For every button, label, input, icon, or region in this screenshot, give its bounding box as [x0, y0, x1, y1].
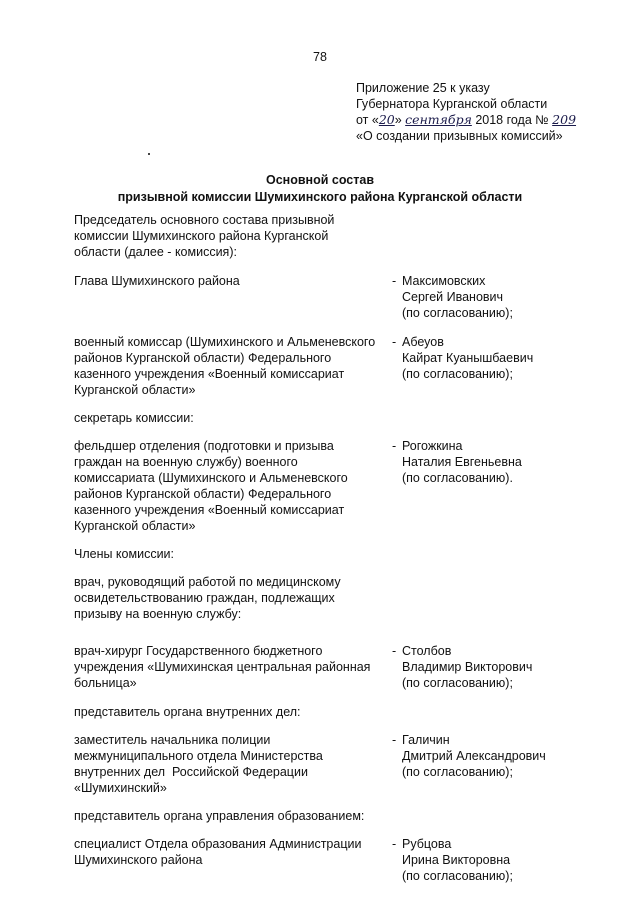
title-line-1: Основной состав — [265, 173, 375, 187]
position-line: комиссариата (Шумихинского и Альменевского — [74, 471, 348, 485]
member-position — [74, 334, 392, 398]
members-heading: Члены комиссии: — [74, 547, 175, 561]
education-heading: представитель органа управления образованием: — [74, 809, 365, 823]
name-line: Ирина Викторовна — [402, 853, 511, 867]
appendix-line-2: Губернатора Курганской области — [356, 97, 548, 111]
name-line: Наталия Евгеньевна — [402, 455, 522, 469]
date-prefix: от « — [356, 113, 379, 127]
position-line: межмуниципального отдела Министерства — [74, 749, 323, 763]
member-name — [402, 273, 574, 321]
name-line: (по согласованию); — [402, 869, 513, 883]
name-line: Сергей Иванович — [402, 290, 504, 304]
member-position — [74, 438, 392, 534]
police-heading: представитель органа внутренних дел: — [74, 705, 301, 719]
position-line: «Шумихинский» — [74, 781, 167, 795]
member-name — [402, 438, 574, 534]
member-entry — [74, 334, 574, 398]
dash: - — [392, 733, 397, 747]
doctor-heading — [74, 574, 574, 622]
date-mid: » — [394, 113, 406, 127]
name-line: (по согласованию); — [402, 676, 513, 690]
position-line: военный комиссар (Шумихинского и Альменевского — [74, 335, 376, 349]
handwritten-month: сентября — [405, 112, 472, 127]
name-line: Рогожкина — [402, 439, 463, 453]
member-person — [392, 334, 574, 398]
member-entry — [74, 273, 574, 321]
member-position — [74, 643, 392, 691]
document-body — [74, 212, 574, 884]
handwritten-day: 20 — [378, 112, 395, 127]
position-line: врач-хирург Государственного бюджетного — [74, 644, 323, 658]
member-entry — [74, 732, 574, 796]
name-line: Столбов — [402, 644, 452, 658]
title-line-2: призывной комиссии Шумихинского района Курганской области — [117, 190, 523, 204]
page-number: 78 — [313, 50, 327, 64]
position-line: Курганской области» — [74, 383, 196, 397]
position-line: казенного учреждения «Военный комиссариат — [74, 503, 345, 517]
member-person — [392, 643, 574, 691]
appendix-line-3 — [356, 112, 576, 128]
heading-line: врач, руководящий работой по медицинскому — [74, 575, 341, 589]
member-position — [74, 273, 392, 321]
position-line: районов Курганской области) Федерального — [74, 487, 332, 501]
secretary-heading: секретарь комиссии: — [74, 411, 194, 425]
name-line: Рубцова — [402, 837, 452, 851]
name-line: Владимир Викторович — [402, 660, 533, 674]
position-line: Глава Шумихинского района — [74, 274, 240, 288]
name-line: Галичин — [402, 733, 450, 747]
date-year: 2018 года № — [471, 113, 553, 127]
member-name — [402, 334, 574, 398]
dash: - — [392, 439, 397, 453]
chairman-heading — [74, 212, 574, 260]
member-name — [402, 836, 574, 884]
member-entry — [74, 643, 574, 691]
member-name — [402, 643, 574, 691]
name-line: (по согласованию); — [402, 367, 513, 381]
position-line: внутренних дел Российской Федерации — [74, 765, 308, 779]
document-title — [0, 172, 640, 206]
member-entry — [74, 438, 574, 534]
position-line: Шумихинского района — [74, 853, 203, 867]
position-line: граждан на военную службу) военного — [74, 455, 298, 469]
heading-line: комиссии Шумихинского района Курганской — [74, 229, 329, 243]
member-position — [74, 732, 392, 796]
position-line: Курганской области» — [74, 519, 196, 533]
dash: - — [392, 274, 397, 288]
member-name — [402, 732, 574, 796]
member-entry — [74, 836, 574, 884]
dash: - — [392, 335, 397, 349]
handwritten-number: 209 — [552, 112, 577, 127]
name-line: (по согласованию). — [402, 471, 513, 485]
position-line: районов Курганской области) Федерального — [74, 351, 332, 365]
position-line: заместитель начальника полиции — [74, 733, 271, 747]
name-line: Максимовских — [402, 274, 486, 288]
heading-line: освидетельствованию граждан, подлежащих — [74, 591, 335, 605]
name-line: Дмитрий Александрович — [402, 749, 546, 763]
position-line: специалист Отдела образования Администрации — [74, 837, 362, 851]
appendix-line-1: Приложение 25 к указу — [356, 81, 490, 95]
position-line: казенного учреждения «Военный комиссариат — [74, 367, 345, 381]
member-person — [392, 732, 574, 796]
position-line: фельдшер отделения (подготовки и призыва — [74, 439, 334, 453]
name-line: Кайрат Куанышбаевич — [402, 351, 534, 365]
position-line: больница» — [74, 676, 137, 690]
heading-line: призыву на военную службу: — [74, 607, 242, 621]
heading-line: Председатель основного состава призывной — [74, 213, 335, 227]
stray-mark — [148, 153, 150, 155]
member-person — [392, 836, 574, 884]
name-line: (по согласованию); — [402, 306, 513, 320]
name-line: (по согласованию); — [402, 765, 513, 779]
appendix-header — [356, 80, 576, 144]
member-person — [392, 273, 574, 321]
name-line: Абеуов — [402, 335, 444, 349]
member-position — [74, 836, 392, 884]
dash: - — [392, 644, 397, 658]
position-line: учреждения «Шумихинская центральная районная — [74, 660, 371, 674]
heading-line: области (далее - комиссия): — [74, 245, 237, 259]
appendix-line-4: «О создании призывных комиссий» — [356, 129, 563, 143]
dash: - — [392, 837, 397, 851]
member-person — [392, 438, 574, 534]
